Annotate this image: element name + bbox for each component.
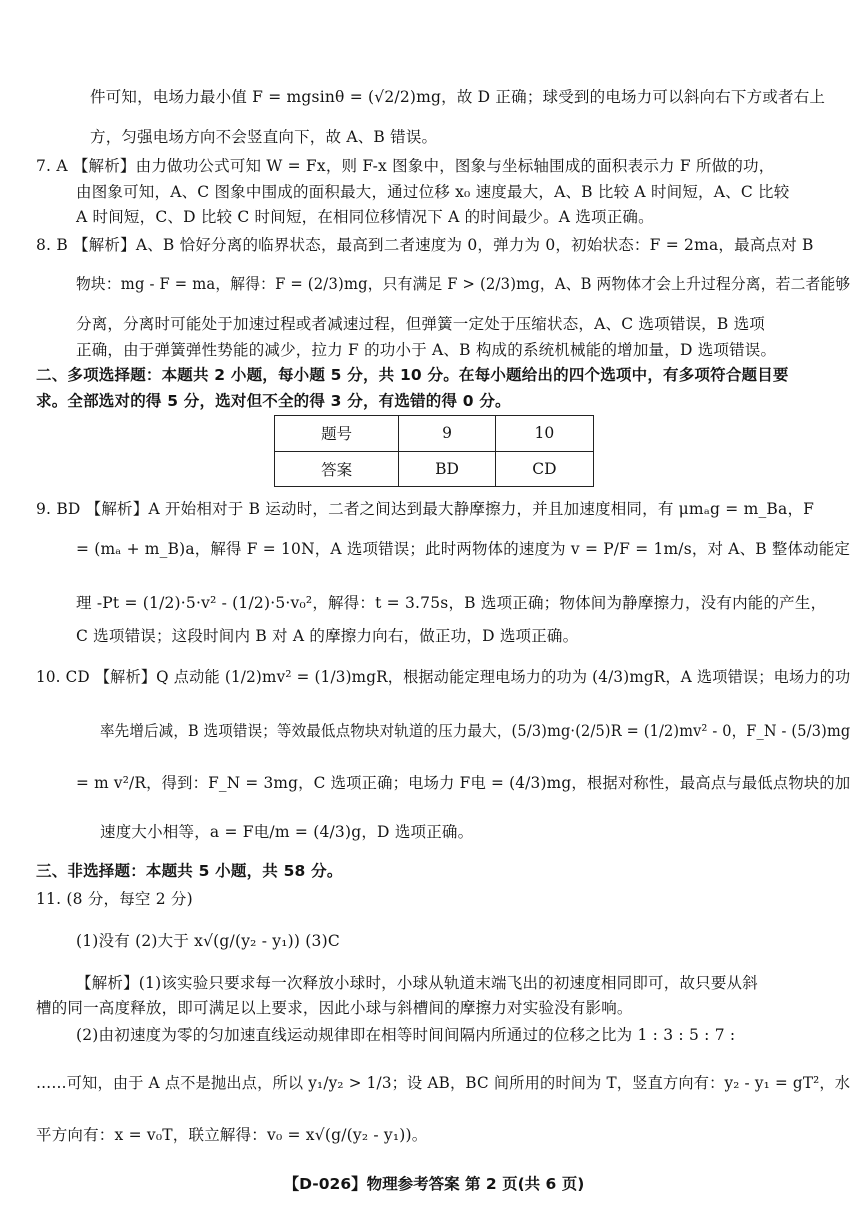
- section-2-heading-cont: 求。全部选对的得 5 分，选对但不全的得 3 分，有选错的得 0 分。: [36, 392, 511, 410]
- text-line: 平方向有：x = v₀T，联立解得：v₀ = x√(g/(y₂ - y₁))。: [36, 1126, 428, 1144]
- table-answer-label: 答案: [275, 451, 399, 487]
- question-11-answers: (1)没有 (2)大于 x√(g/(y₂ - y₁)) (3)C: [76, 932, 340, 950]
- table-header-label: 题号: [275, 416, 399, 452]
- text-line: 槽的同一高度释放，即可满足以上要求，因此小球与斜槽间的摩擦力对实验没有影响。: [36, 999, 633, 1017]
- question-10-analysis: 10. CD 【解析】Q 点动能 (1/2)mv² = (1/3)mgR，根据动能定理电场力的功为 (4/3)mgR，A 选项错误；电场力的功: [36, 668, 851, 686]
- text-line: A 时间短，C、D 比较 C 时间短，在相同位移情况下 A 的时间最少。A 选项正确。: [76, 208, 654, 226]
- text-line: 理 -Pt = (1/2)·5·v² - (1/2)·5·v₀²，解得：t = 3.75s，B 选项正确；物体间为静摩擦力，没有内能的产生，: [76, 594, 827, 612]
- question-7-analysis: 7. A 【解析】由力做功公式可知 W = Fx，则 F-x 图象中，图象与坐标轴围成的面积表示力 F 所做的功，: [36, 157, 775, 175]
- text-line: 件可知，电场力最小值 F = mgsinθ = (√2/2)mg，故 D 正确；球受到的电场力可以斜向右下方或者右上: [90, 88, 826, 106]
- question-8-analysis: 8. B 【解析】A、B 恰好分离的临界状态，最高到二者速度为 0，弹力为 0，初始状态：F = 2ma，最高点对 B: [36, 236, 814, 254]
- text-line: (2)由初速度为零的匀加速直线运动规律即在相等时间间隔内所通过的位移之比为 1 : 3 : 5 : 7 :: [76, 1026, 736, 1044]
- text-line: 分离，分离时可能处于加速过程或者减速过程，但弹簧一定处于压缩状态，A、C 选项错误，B 选项: [76, 315, 766, 333]
- question-9-analysis: 9. BD 【解析】A 开始相对于 B 运动时，二者之间达到最大静摩擦力，并且加速度相同，有 μmₐg = m_Ba，F: [36, 500, 815, 518]
- text-line: = m v²/R，得到：F_N = 3mg，C 选项正确；电场力 F电 = (4/3)mg，根据对称性，最高点与最低点物块的加: [76, 774, 851, 792]
- answer-table: [274, 415, 594, 487]
- table-question-10: 10: [495, 416, 593, 452]
- question-11-analysis: 【解析】(1)该实验只要求每一次释放小球时，小球从轨道末端飞出的初速度相同即可，故只要从斜: [76, 974, 758, 992]
- text-line: 率先增后减，B 选项错误；等效最低点物块对轨道的压力最大，(5/3)mg·(2/5)R = (1/2)mv² - 0，F_N - (5/3)mg: [100, 722, 851, 740]
- section-3-heading: 三、非选择题：本题共 5 小题，共 58 分。: [36, 862, 343, 880]
- table-question-9: 9: [399, 416, 495, 452]
- page-footer: 【D-026】物理参考答案 第 2 页(共 6 页): [283, 1175, 585, 1193]
- text-line: C 选项错误；这段时间内 B 对 A 的摩擦力向右，做正功，D 选项正确。: [76, 627, 579, 645]
- text-line: 方，匀强电场方向不会竖直向下，故 A、B 错误。: [90, 128, 438, 146]
- text-line: 物块：mg - F = ma，解得：F = (2/3)mg，只有满足 F > (2/3)mg，A、B 两物体才会上升过程分离，若二者能够: [76, 275, 851, 293]
- table-answer-9: BD: [399, 451, 495, 487]
- text-line: 由图象可知，A、C 图象中围成的面积最大，通过位移 x₀ 速度最大，A、B 比较 A 时间短，A、C 比较: [76, 183, 790, 201]
- text-line: 速度大小相等，a = F电/m = (4/3)g，D 选项正确。: [100, 823, 474, 841]
- text-line: ……可知，由于 A 点不是抛出点，所以 y₁/y₂ > 1/3；设 AB，BC 间所用的时间为 T，竖直方向有：y₂ - y₁ = gT²，水: [36, 1074, 851, 1092]
- question-11-heading: 11. (8 分，每空 2 分): [36, 890, 193, 908]
- section-2-heading: 二、多项选择题：本题共 2 小题，每小题 5 分，共 10 分。在每小题给出的四个选项中，有多项符合题目要: [36, 366, 789, 384]
- text-line: 正确，由于弹簧弹性势能的减少，拉力 F 的功小于 A、B 构成的系统机械能的增加量，D 选项错误。: [76, 341, 777, 359]
- text-line: = (mₐ + m_B)a，解得 F = 10N，A 选项错误；此时两物体的速度为 v = P/F = 1m/s，对 A、B 整体动能定: [76, 540, 851, 558]
- table-answer-10: CD: [495, 451, 593, 487]
